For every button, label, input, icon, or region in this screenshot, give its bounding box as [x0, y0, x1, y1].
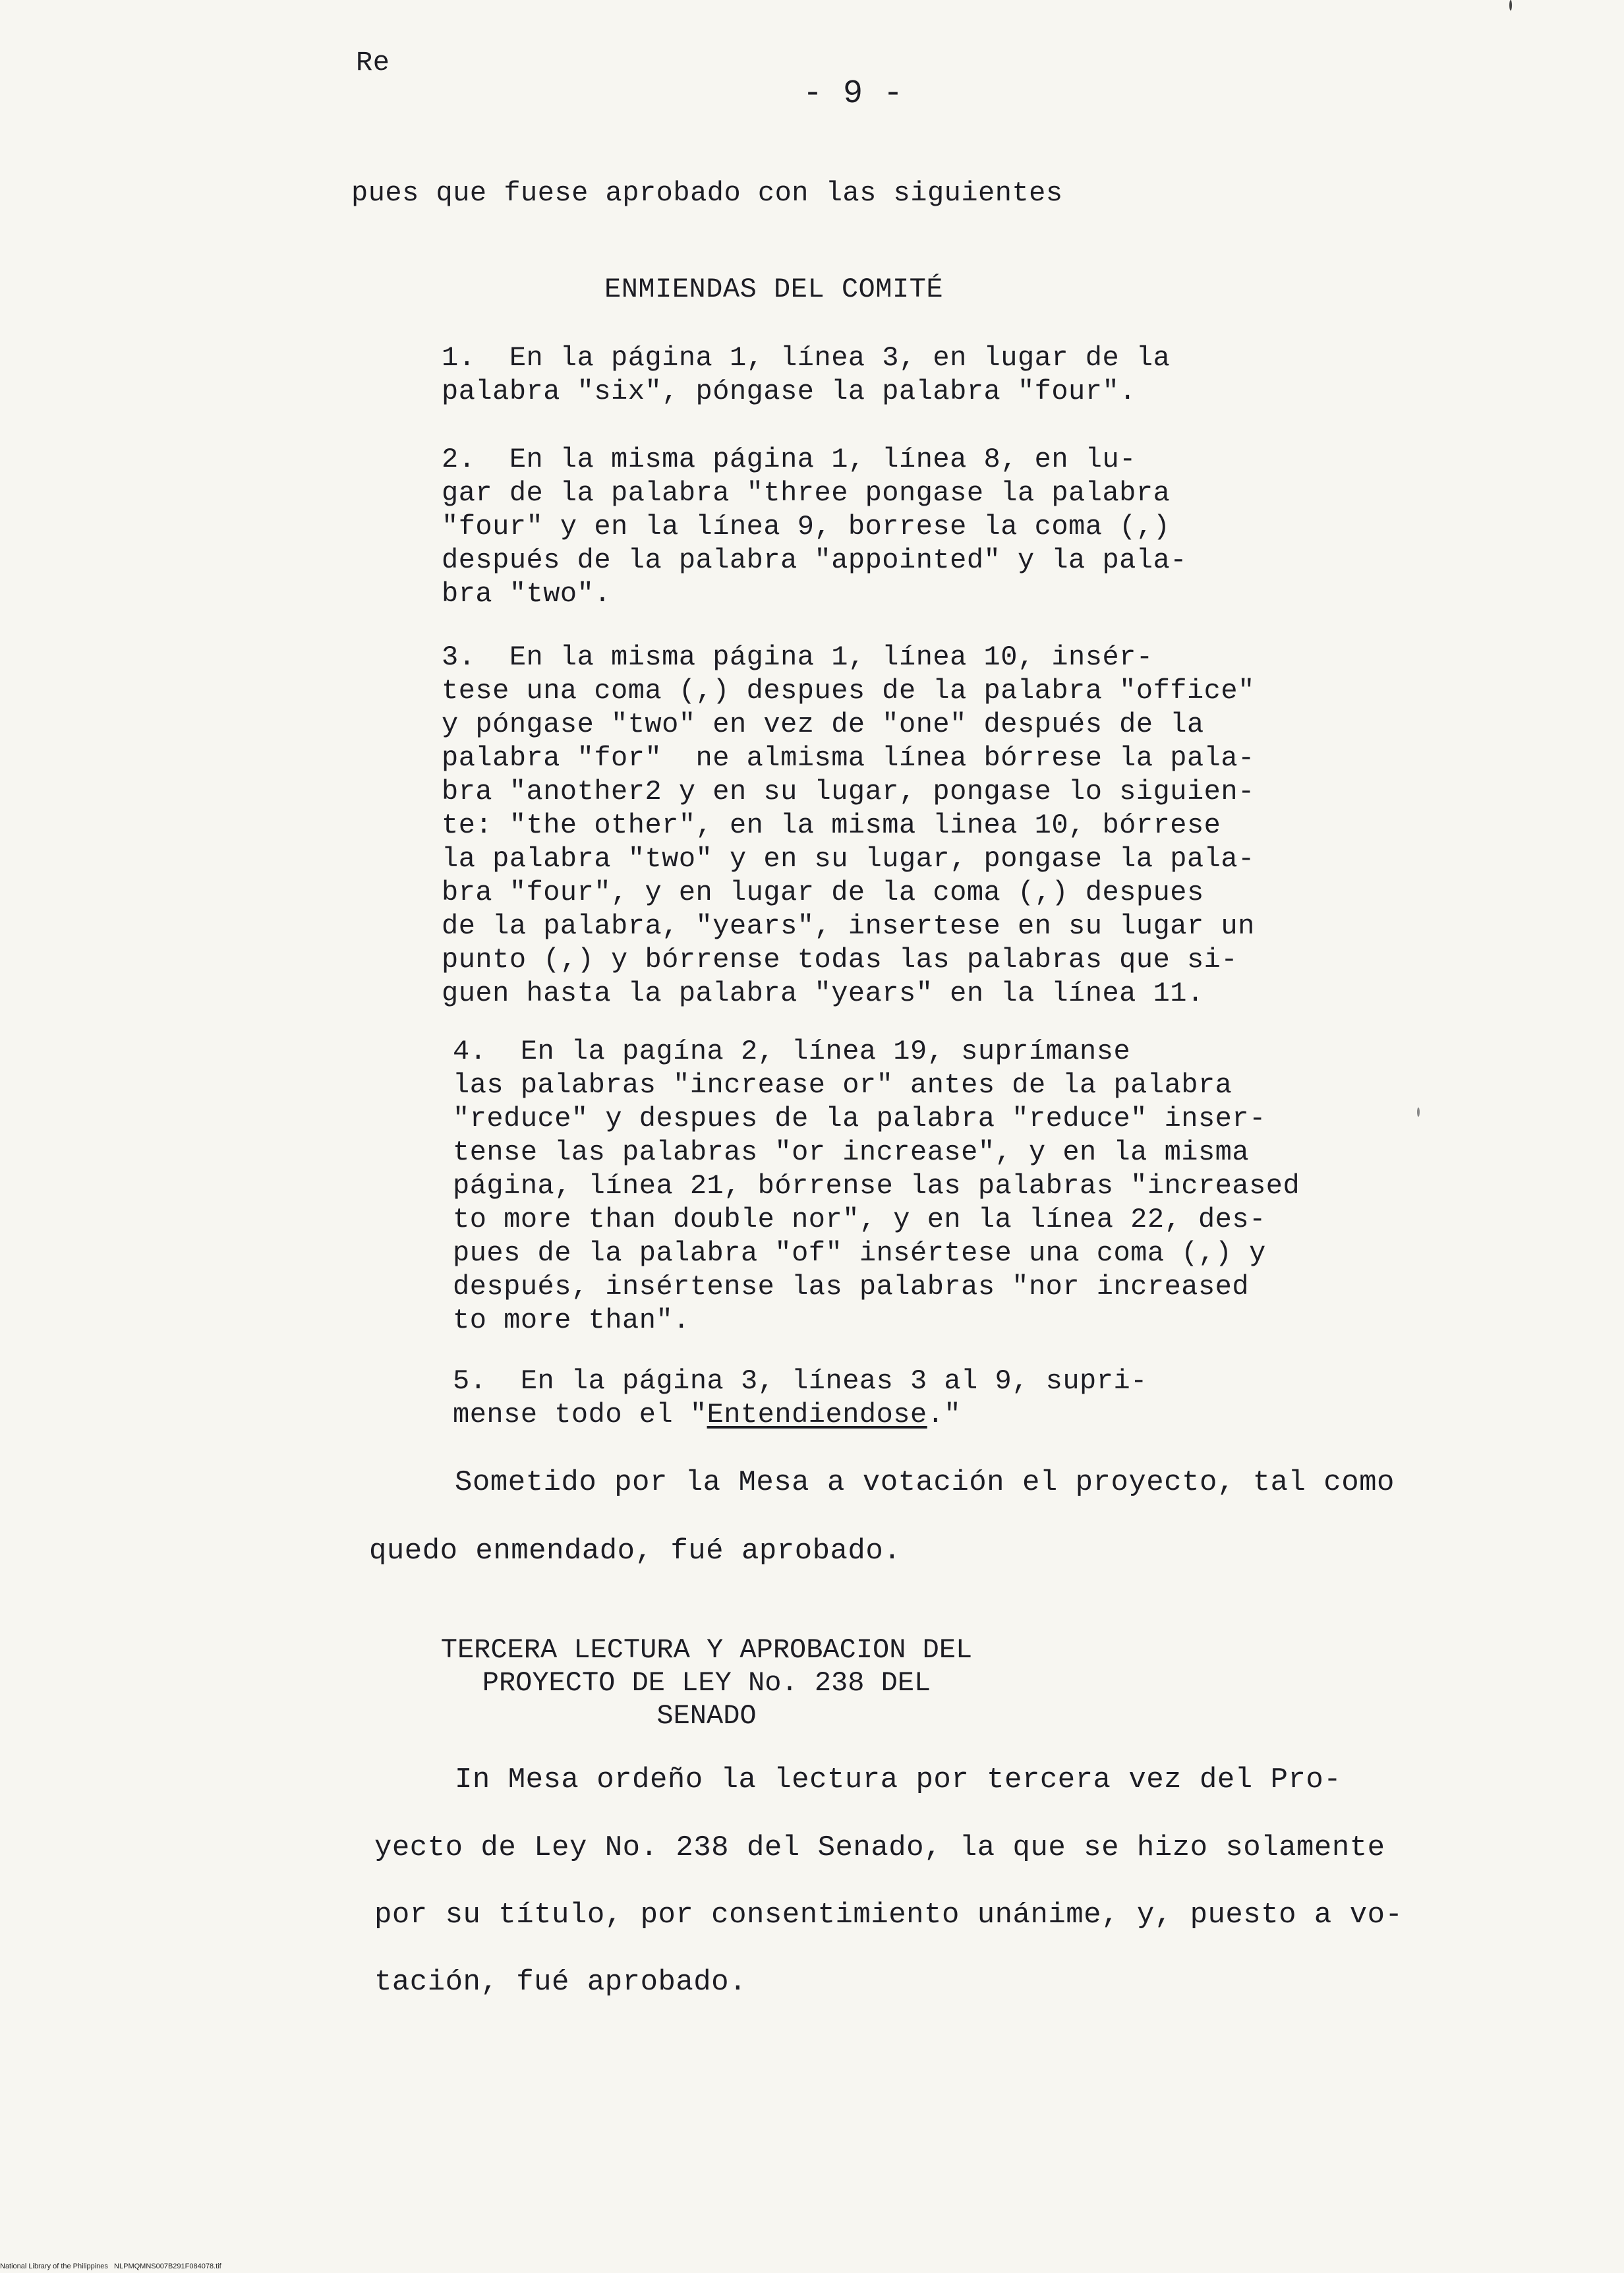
amendments-heading: ENMIENDAS DEL COMITÉ	[604, 274, 944, 305]
amendment-item: 2. En la misma página 1, línea 8, en lu- gar de la palabra "three pongase la palabra "four" y en la línea 9, borrese la coma (,) después de la palabra "appointed" y la pala- bra "two".	[442, 444, 1187, 610]
amendment-item: 4. En la pagína 2, línea 19, suprímanse las palabras "increase or" antes de la palabra "reduce" y despues de la palabra "reduce" inser- tense las palabras "or increase", y en la misma página, línea 21, bórrense las palabras "increased to more than double nor", y en la línea 22, des- pues de la palabra "of" insértese una coma (,) y después, insértense las palabras "nor increased to more than".	[453, 1036, 1300, 1336]
amendment-5-suffix: ."	[927, 1399, 962, 1431]
paragraph-line: tación, fué aprobado.	[374, 1966, 747, 1999]
section-heading-line: PROYECTO DE LEY No. 238 DEL	[482, 1667, 931, 1699]
amendment-5-underlined-term: Entendiendose	[707, 1399, 927, 1431]
amendment-5-text: 5. En la página 3, líneas 3 al 9, supri- mense todo el "	[453, 1365, 1147, 1431]
amendment-item: 1. En la página 1, línea 3, en lugar de la palabra "six", póngase la palabra "four".	[442, 342, 1171, 407]
amendment-item-5	[453, 1365, 1147, 1432]
intro-line: pues que fuese aprobado con las siguientes	[351, 177, 1063, 209]
paper-mark	[1509, 0, 1512, 11]
section-heading-line: SENADO	[656, 1700, 757, 1732]
paragraph-line: yecto de Ley No. 238 del Senado, la que se hizo solamente	[374, 1831, 1385, 1864]
paragraph-line: quedo enmendado, fué aprobado.	[369, 1535, 902, 1568]
paper-mark	[1417, 1107, 1420, 1117]
paragraph-line: Sometido por la Mesa a votación el proyecto, tal como	[455, 1466, 1395, 1499]
scan-footer: National Library of the Philippines NLPMQMNS007B291F084078.tif	[0, 2262, 221, 2270]
page-number: - 9 -	[803, 75, 904, 113]
section-heading-line: TERCERA LECTURA Y APROBACION DEL	[440, 1634, 973, 1666]
paragraph-line: por su título, por consentimiento unánime, y, puesto a vo-	[374, 1899, 1403, 1932]
paragraph-line: In Mesa ordeño la lectura por tercera vez del Pro-	[455, 1763, 1342, 1796]
amendment-item: 3. En la misma página 1, línea 10, insér- tese una coma (,) despues de la palabra "office" y póngase "two" en vez de "one" después de la palabra "for" ne almisma línea bórrese la pala- bra "another2 y en su lugar, pongase lo siguien- te: "the other", en la misma linea 10, bórrese la palabra "two" y en su lugar, pongase la pala- bra "four", y en lugar de la coma (,) despues de la palabra, "years", insertese en su lugar un punto (,) y bórrense todas las palabras que si- guen hasta la palabra "years" en la línea 11.	[442, 641, 1255, 1009]
corner-note: Re	[356, 47, 390, 78]
